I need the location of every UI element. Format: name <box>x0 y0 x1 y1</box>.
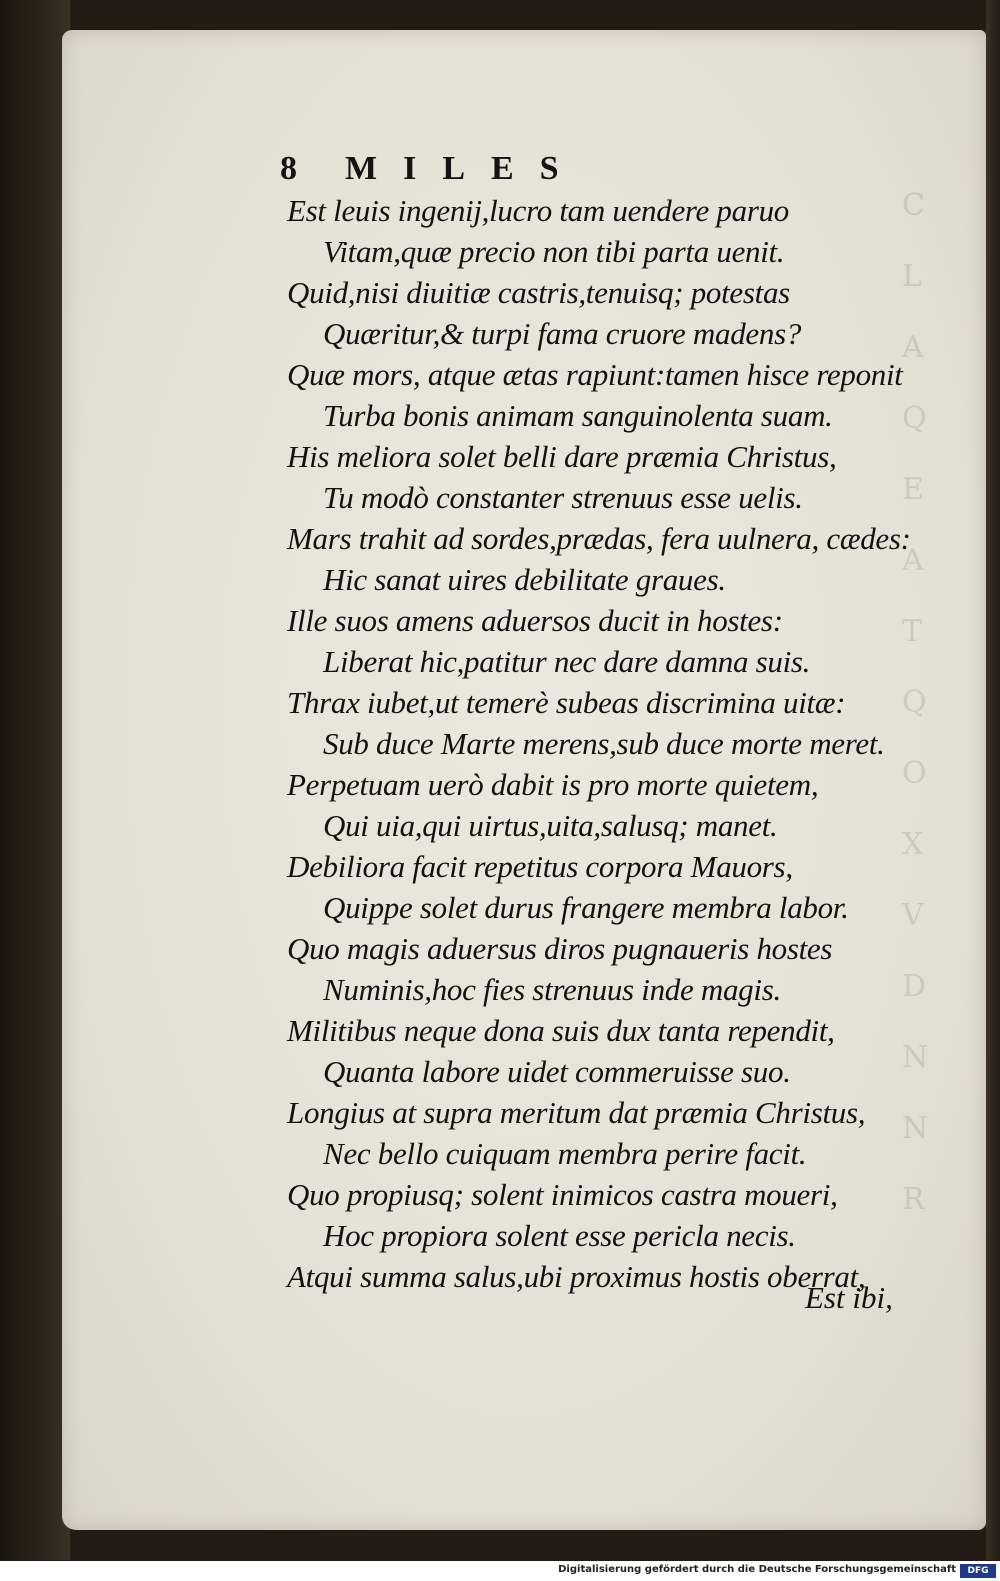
text-line: Quanta labore uidet commeruisse suo. <box>323 1054 791 1089</box>
text-line: Numinis,hoc fies strenuus inde magis. <box>323 972 781 1007</box>
text-line: Hoc propiora solent esse pericla necis. <box>323 1218 796 1253</box>
footer-credit: Digitalisierung gefördert durch die Deutsche Forschungsgemeinschaft <box>558 1564 956 1575</box>
page-title: MILES <box>345 150 585 187</box>
footer-bar <box>0 1561 1000 1581</box>
text-line: Quippe solet durus frangere membra labor. <box>323 890 849 925</box>
text-line: Thrax iubet,ut temerè subeas discrimina uitæ: <box>287 685 846 720</box>
text-line: Tu modò constanter strenuus esse uelis. <box>323 480 803 515</box>
text-line: Vitam,quæ precio non tibi parta uenit. <box>323 234 785 269</box>
text-line: Quo propiusq; solent inimicos castra moueri, <box>287 1177 838 1212</box>
text-line: His meliora solet belli dare præmia Christus, <box>287 439 837 474</box>
catchword: Est ibi, <box>805 1280 893 1315</box>
text-line: Ille suos amens aduersos ducit in hostes: <box>287 603 783 638</box>
running-head <box>280 150 700 190</box>
text-line: Est leuis ingenij,lucro tam uendere paruo <box>287 193 790 228</box>
text-line: Atqui summa salus,ubi proximus hostis oberrat, <box>287 1259 866 1294</box>
folio-number: 8 <box>280 150 297 187</box>
text-line: Militibus neque dona suis dux tanta rependit, <box>287 1013 835 1048</box>
text-line: Quæritur,& turpi fama cruore madens? <box>323 316 802 351</box>
page-edge <box>986 0 1000 1560</box>
text-line: Qui uia,qui uirtus,uita,salusq; manet. <box>323 808 778 843</box>
text-line: Liberat hic,patitur nec dare damna suis. <box>323 644 811 679</box>
text-line: Perpetuam uerò dabit is pro morte quietem, <box>287 767 819 802</box>
text-line: Quid,nisi diuitiæ castris,tenuisq; potestas <box>287 275 790 310</box>
text-line: Hic sanat uires debilitate graues. <box>323 562 726 597</box>
text-line: Turba bonis animam sanguinolenta suam. <box>323 398 833 433</box>
text-line: Quo magis aduersus diros pugnaueris hostes <box>287 931 833 966</box>
text-line: Nec bello cuiquam membra perire facit. <box>323 1136 807 1171</box>
text-line: Quæ mors, atque ætas rapiunt:tamen hisce reponit <box>287 357 903 392</box>
dfg-logo: DFG <box>960 1564 996 1578</box>
book-spine <box>0 0 70 1560</box>
text-line: Sub duce Marte merens,sub duce morte meret. <box>323 726 885 761</box>
text-line: Longius at supra meritum dat præmia Christus, <box>287 1095 866 1130</box>
text-line: Mars trahit ad sordes,prædas, fera uulnera, cædes: <box>287 521 911 556</box>
text-line: Debiliora facit repetitus corpora Mauors, <box>287 849 793 884</box>
